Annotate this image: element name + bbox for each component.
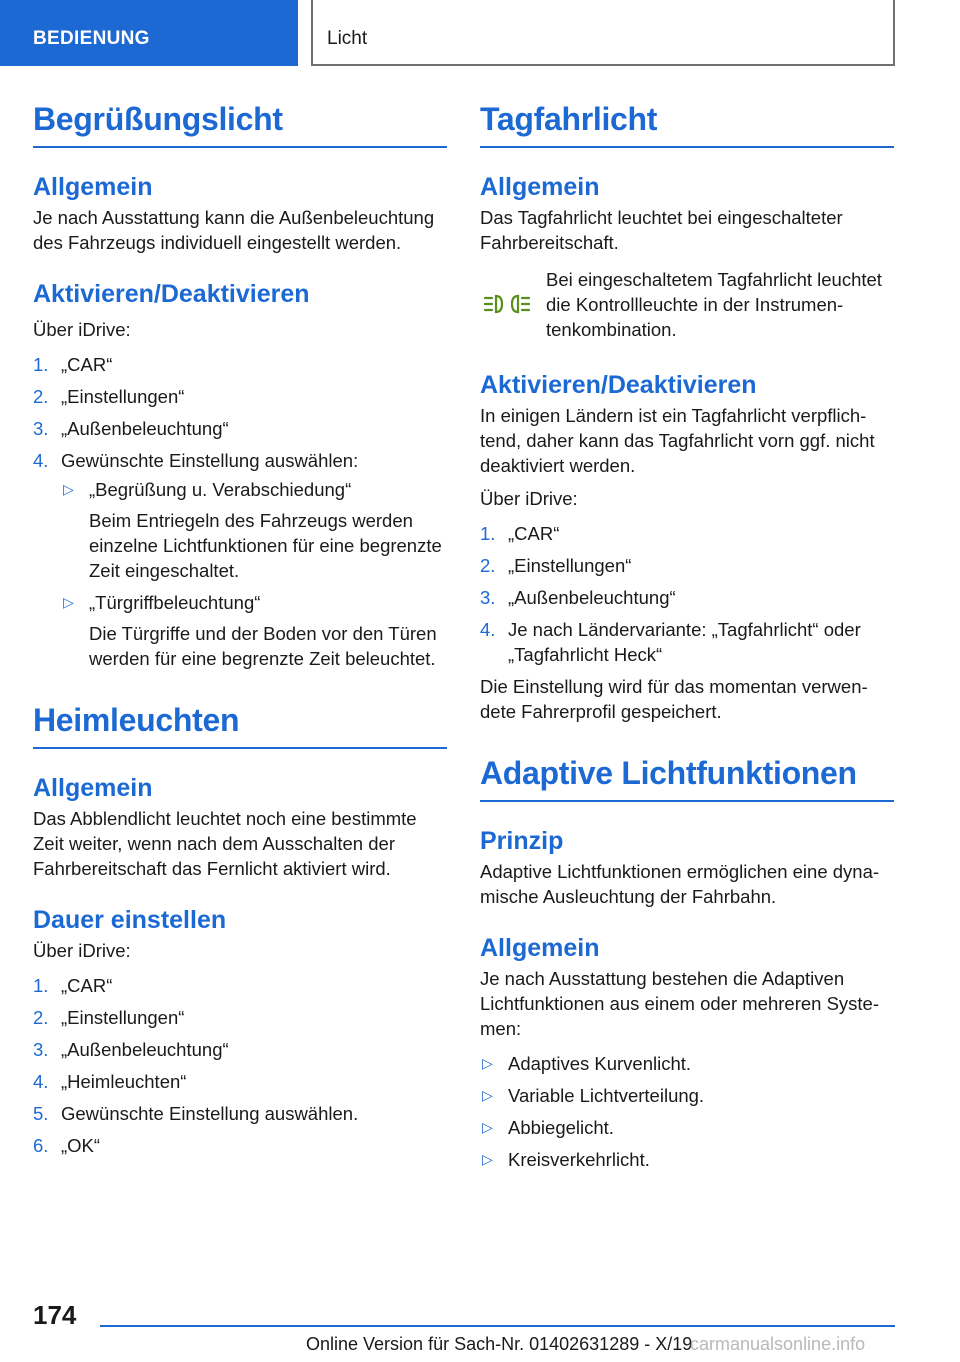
footer-divider xyxy=(100,1325,895,1327)
list-item: 6. „OK“ xyxy=(33,1135,101,1156)
list-item: 1. „CAR“ xyxy=(480,523,560,544)
heading-home-light: Heimleuchten xyxy=(33,701,447,749)
steps-list xyxy=(33,973,447,1158)
list-item: ▷ Kreisverkehrlicht. xyxy=(482,1149,650,1170)
list-item: ▷ Variable Lichtverteilung. xyxy=(482,1085,705,1106)
watermark: carmanualsonline.info xyxy=(690,1334,866,1354)
page-header xyxy=(0,0,960,66)
list-item: 1. „CAR“ xyxy=(33,354,113,375)
paragraph-indicator: Bei eingeschaltetem Tagfahrlicht leuchtet die Kontrollleuchte in der Instrumentenkombination. xyxy=(546,269,882,340)
indicator-note xyxy=(480,267,894,342)
subheading-general: Allgemein xyxy=(33,173,153,201)
list-item: 2. „Einstellungen“ xyxy=(33,1007,185,1028)
option-list xyxy=(61,477,447,671)
list-item: 5. Gewünschte Einstellung auswählen. xyxy=(33,1103,359,1124)
list-item: 1. „CAR“ xyxy=(33,975,113,996)
right-column xyxy=(480,100,894,1179)
heading-adaptive-light: Adaptive Lichtfunktionen xyxy=(480,754,894,802)
paragraph-via-idrive: Über iDrive: xyxy=(480,488,578,509)
list-item: 2. „Einstellungen“ xyxy=(480,555,632,576)
list-item: 3. „Außenbeleuchtung“ xyxy=(33,1039,229,1060)
triangle-bullet-icon: ▷ xyxy=(63,481,74,497)
list-item: 4. Gewünschte Einstellung auswählen: ▷ „Begrüßung u. Verabschiedung“ Beim Entriegeln des Fahrzeugs werden einzelne Lichtfunktionen für eine begrenzte Zeit eingeschaltet. ▷ „Türgriffbeleuchtung“ Die Türgriffe und der Boden vor den Türen werden für eine begrenzte Zeit beleuchtet. xyxy=(33,448,447,671)
list-item: 4. „Heimleuchten“ xyxy=(33,1071,187,1092)
steps-list xyxy=(33,352,447,671)
paragraph-via-idrive: Über iDrive: xyxy=(33,940,131,961)
online-version-text: Online Version für Sach-Nr. 01402631289 - X/19 xyxy=(306,1334,693,1354)
subheading-general: Allgemein xyxy=(33,774,153,802)
steps-list xyxy=(480,521,894,667)
subheading-activate: Aktivieren/Deaktivieren xyxy=(33,280,310,308)
section-tab: BEDIENUNG xyxy=(0,0,298,66)
heading-welcome-light: Begrüßungslicht xyxy=(33,100,447,148)
option-item: ▷ „Türgriffbeleuchtung“ Die Türgriffe und der Boden vor den Türen werden für eine begrenzte Zeit beleuchtet. xyxy=(63,592,437,669)
subheading-activate: Aktivieren/Deaktivieren xyxy=(480,371,757,399)
paragraph-general: Das Abblendlicht leuchtet noch eine bestimmte Zeit weiter, wenn nach dem Ausschalten der Fahrbereitschaft das Fernlicht aktiviert wird. xyxy=(33,808,417,879)
topic-tab: Licht xyxy=(311,0,895,66)
subheading-duration: Dauer einstellen xyxy=(33,906,227,934)
page-number: 174 xyxy=(33,1300,77,1330)
paragraph-general: Je nach Ausstattung bestehen die Adaptiven Lichtfunktionen aus einem oder mehreren Systemen: xyxy=(480,968,880,1039)
paragraph-note: Die Einstellung wird für das momentan verwendete Fahrerprofil gespeichert. xyxy=(480,676,868,722)
triangle-bullet-icon: ▷ xyxy=(482,1087,493,1103)
triangle-bullet-icon: ▷ xyxy=(482,1151,493,1167)
triangle-bullet-icon: ▷ xyxy=(482,1055,493,1071)
list-item: 4. Je nach Ländervariante: „Tagfahrlicht“ oder „Tagfahrlicht Heck“ xyxy=(480,619,861,665)
subheading-principle: Prinzip xyxy=(480,827,564,855)
list-item: 3. „Außenbeleuchtung“ xyxy=(480,587,676,608)
subheading-general: Allgemein xyxy=(480,173,600,201)
paragraph-via-idrive: Über iDrive: xyxy=(33,319,131,340)
paragraph-principle: Adaptive Lichtfunktionen ermöglichen eine dynamische Ausleuchtung der Fahrbahn. xyxy=(480,861,880,907)
left-column xyxy=(33,100,447,1165)
triangle-bullet-icon: ▷ xyxy=(63,594,74,610)
paragraph-activate: In einigen Ländern ist ein Tagfahrlicht verpflichtend, daher kann das Tagfahrlicht vorn ggf. nicht deaktiviert werden. xyxy=(480,405,875,476)
heading-daytime-running-light: Tagfahrlicht xyxy=(480,100,894,148)
option-item: ▷ „Begrüßung u. Verabschiedung“ Beim Entriegeln des Fahrzeugs werden einzelne Lichtfunktionen für eine begrenzte Zeit eingeschaltet. xyxy=(63,479,442,581)
paragraph-general: Je nach Ausstattung kann die Außenbeleuchtung des Fahrzeugs individuell eingestellt werden. xyxy=(33,207,435,253)
list-item: 2. „Einstellungen“ xyxy=(33,386,185,407)
daytime-running-light-icon xyxy=(483,293,531,315)
list-item: ▷ Adaptives Kurvenlicht. xyxy=(482,1053,692,1074)
systems-list xyxy=(480,1051,894,1172)
subheading-general: Allgemein xyxy=(480,934,600,962)
list-item: 3. „Außenbeleuchtung“ xyxy=(33,418,229,439)
triangle-bullet-icon: ▷ xyxy=(482,1119,493,1135)
list-item: ▷ Abbiegelicht. xyxy=(482,1117,614,1138)
paragraph-general: Das Tagfahrlicht leuchtet bei eingeschalteter Fahrbereitschaft. xyxy=(480,207,843,253)
